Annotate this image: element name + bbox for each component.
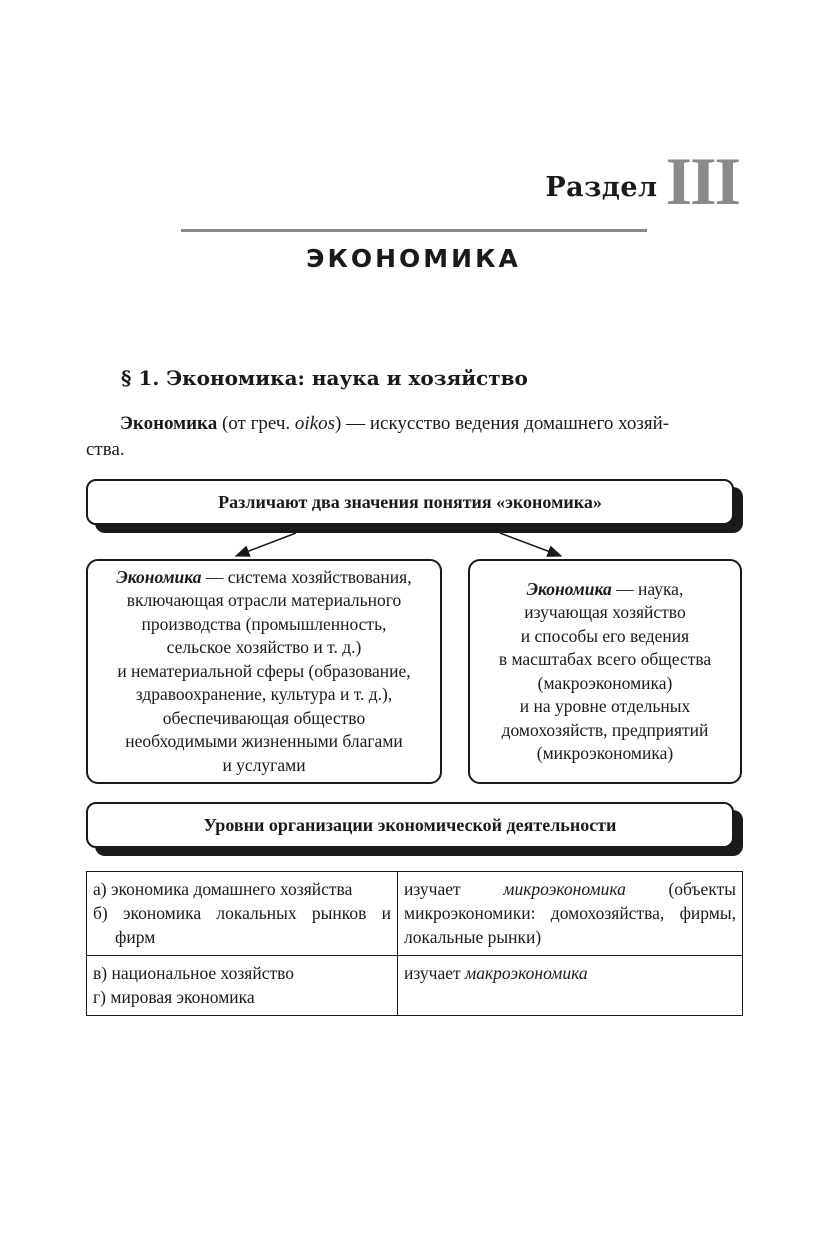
- intro-term: Экономика: [120, 413, 218, 434]
- left-line-8: и услугами: [222, 754, 306, 775]
- micro-prefix: изучает: [404, 879, 504, 899]
- section-number: III: [665, 143, 739, 219]
- left-line-5: здравоохранение, культура и т. д.),: [135, 684, 393, 705]
- left-line-2: производства (промышленность,: [141, 613, 387, 634]
- right-line-2: и способы его ведения: [520, 625, 690, 646]
- level-item-v: в) национальное хозяйство: [93, 963, 295, 983]
- table-cell-levels-micro: [87, 872, 398, 956]
- micro-term: микроэкономика: [503, 879, 626, 899]
- intro-after-greek: ) — искусство ведения домашнего хозяй-: [335, 413, 670, 434]
- right-term: Экономика: [526, 578, 612, 599]
- right-line-5: и на уровне отдельных: [519, 696, 691, 716]
- chapter-title: ЭКОНОМИКА: [306, 244, 521, 273]
- level-item-g: г) мировая экономика: [93, 987, 255, 1007]
- section-word: Раздел: [545, 172, 658, 203]
- table-row: [87, 956, 743, 1016]
- levels-table: [86, 871, 743, 1016]
- right-line-3: в масштабах всего общества: [498, 649, 712, 669]
- table-row: [87, 872, 743, 956]
- right-line-0: — наука,: [611, 578, 684, 599]
- level-item-a: а) экономика домашнего хозяйства: [93, 879, 353, 899]
- macro-term: макроэкономика: [465, 963, 588, 983]
- intro-greek-word: oikos: [294, 413, 336, 434]
- table-cell-levels-macro: [87, 956, 398, 1016]
- left-line-1: включающая отрасли материального: [126, 590, 402, 611]
- left-line-0: — система хозяйствования,: [201, 566, 412, 587]
- meanings-banner: Различают два значения понятия «экономика»: [86, 479, 734, 525]
- table-cell-macro-desc: [398, 956, 743, 1016]
- level-item-b: б) экономика локальных рынков и фирм: [93, 903, 391, 947]
- right-line-1: изучающая хозяйство: [524, 602, 686, 622]
- micro-suffix: (объекты микроэкономики: домохозяйства, фирмы, локальные рынки): [404, 879, 736, 947]
- left-line-4: и нематериальной сферы (образование,: [117, 660, 411, 681]
- left-line-7: необходимыми жизненными благами: [125, 731, 403, 752]
- table-cell-micro-desc: [398, 872, 743, 956]
- right-line-7: (микроэкономика): [536, 743, 674, 763]
- intro-line-2: ства.: [86, 439, 125, 460]
- left-line-6: обеспечивающая общество: [162, 707, 366, 728]
- left-line-3: сельское хозяйство и т. д.): [166, 637, 362, 658]
- right-line-4: (макроэкономика): [537, 672, 673, 693]
- meaning-science-box: [468, 559, 742, 784]
- arrow-left: [236, 533, 296, 556]
- arrow-right: [500, 533, 561, 556]
- levels-banner: Уровни организации экономической деятельности: [86, 802, 734, 848]
- paragraph-title: § 1. Экономика: наука и хозяйство: [121, 366, 528, 390]
- macro-prefix: изучает: [404, 963, 466, 983]
- left-term: Экономика: [116, 566, 202, 587]
- right-line-6: домохозяйств, предприятий: [501, 719, 709, 740]
- intro-before-greek: (от греч.: [217, 413, 295, 434]
- meaning-economy-box: [86, 559, 442, 784]
